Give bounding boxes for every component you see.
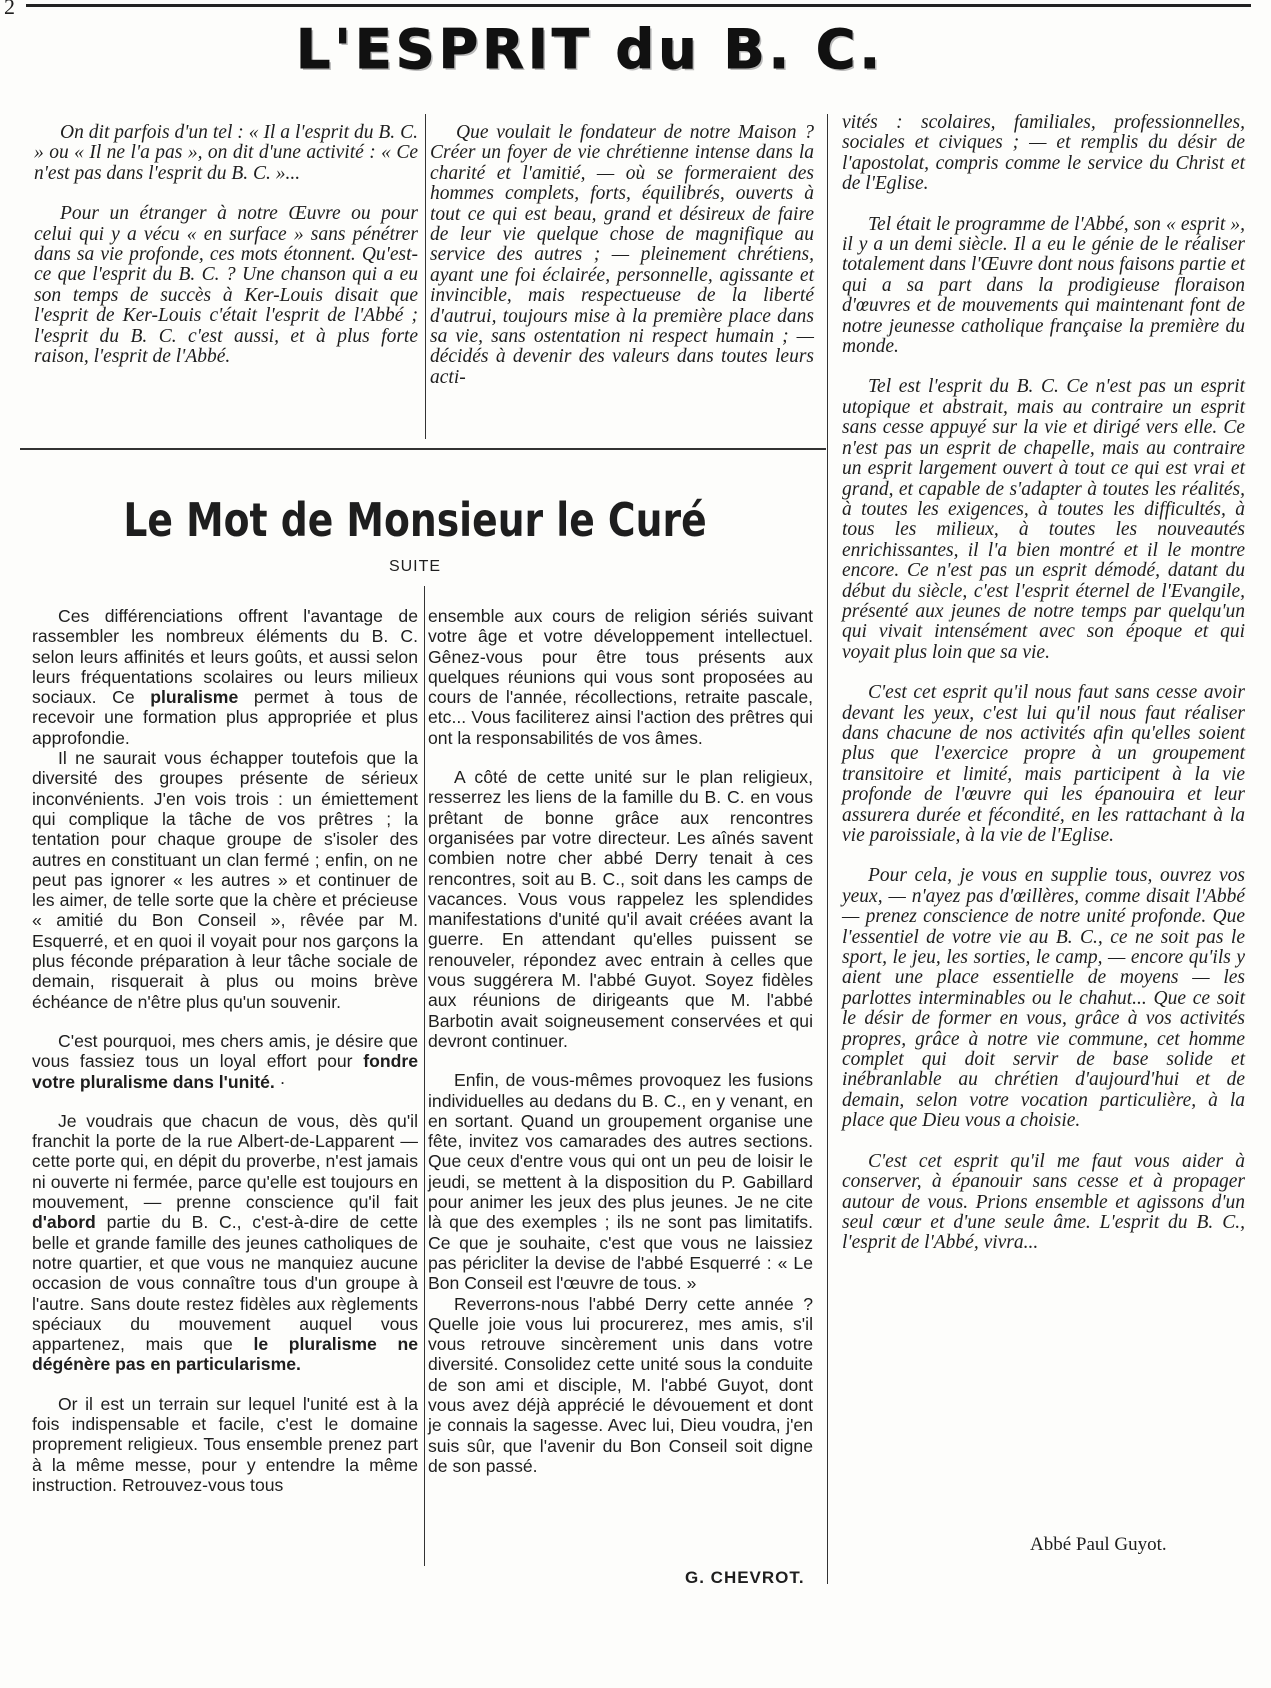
esprit-paragraph: C'est cet esprit qu'il me faut vous aider à conserver, à épanouir sans cesse et à propager autour de vous. Prions ensemble et agissons d'un seul cœur et d'une seule âme. L'esprit du B. C., l'esprit de l'Abbé, vivra... (842, 1150, 1245, 1254)
cure-paragraph: Je voudrais que chacun de vous, dès qu'il franchit la porte de la rue Albert-de-Lapparent — cette porte qui, en dépit du proverbe, n'est jamais ni ouverte ni fermée, parce qu'elle est toujours en mouvement, — prenne conscience qu'il fait d'abord partie du B. C., c'est-à-dire de cette belle et grande famille des jeunes catholiques de notre quartier, et que vous ne manquiez aucune occasion de vous connaître tous d'un groupe à l'autre. Sans doute restez fidèles aux règlements spéciaux du mouvement auquel vous appartenez, mais que le pluralisme ne dégénère pas en particularisme. (32, 1110, 419, 1375)
cure-paragraph: A côté de cette unité sur le plan religieux, resserrez les liens de la famille du B. C. en vous prêtant de bonne grâce aux rencontres organisées par votre directeur. Les aînés savent combien notre cher abbé Derry tenait à ces rencontres, soit au B. C., soit dans les camps de vacances. Vous vous rappelez les splendides manifestations d'unité qu'il avait créées avant la guerre. En attendant qu'elles puissent se renouveler, répondez avec entrain à celles que vous suggérera M. l'abbé Guyot. Soyez fidèles aux réunions de dirigeants que M. l'abbé Barbotin avait soigneusement conservées et qui devront continuer. (428, 767, 813, 1051)
cure-paragraph: Reverrons-nous l'abbé Derry cette année ? Quelle joie vous lui procurerez, mes amis, s'il vous retrouve sincèrement unis dans votre diversité. Consolidez cette unité sous la conduite de son ami et disciple, M. l'abbé Guyot, dont vous avez déjà apprécié le dévouement et dont je connais la sagesse. Avec lui, Dieu voudra, j'en suis sûr, que l'avenir du Bon Conseil soit digne de son passé. (428, 1293, 813, 1476)
esprit-paragraph: vités : scolaires, familiales, professionnelles, sociales et civiques ; — et remplis du désir de l'apostolat, compris comme le service du Christ et de l'Eglise. (842, 112, 1245, 195)
masthead-title: L'ESPRIT du B. C. (295, 18, 885, 81)
cure-paragraph: Enfin, de vous-mêmes provoquez les fusions individuelles au dedans du B. C., en y venant, en en sortant. Quand un groupement organise une fête, invitez vos camarades des autres sections. Que ceux d'entre vous qui ont un peu de loisir le jeudi, se mettent à la disposition du P. Gabillard pour animer les jeux des plus jeunes. Je ne cite là que des exemples ; ils ne sont pas limitatifs. Ce que je souhaite, c'est que vous ne laissiez pas péricliter la devise de l'abbé Esquerré : « Le Bon Conseil est l'œuvre de tous. » (428, 1070, 813, 1294)
esprit-column-2 (430, 123, 814, 388)
top-rule (26, 4, 1251, 7)
cure-paragraph: Or il est un terrain sur lequel l'unité est à la fois indispensable et facile, c'est le domaine proprement religieux. Tous ensemble prenez part à la même messe, pour y entendre la même instruction. Retrouvez-vous tous (32, 1393, 418, 1495)
cure-column-2 (428, 606, 813, 1476)
cure-paragraph: Il ne saurait vous échapper toutefois que la diversité des groupes présente de sérieux inconvénients. J'en vois trois : un émiettement qui complique la tâche de vos prêtres ; la tentation pour chaque groupe de s'isoler des autres en constituant un clan fermé ; enfin, on ne peut pas ignorer « les autres » et continuer de les aimer, de telle sorte que la chère et précieuse « amitié du Bon Conseil », rêvée par M. Esquerré, et en quoi il voyait pour nos garçons la plus féconde préparation à leur tâche sociale de demain, risquerait à plus ou moins brève échéance de n'être plus qu'un souvenir. (32, 748, 418, 1012)
cure-subtitle: SUITE (388, 558, 442, 575)
article-divider (20, 448, 826, 450)
esprit-paragraph: Tel est l'esprit du B. C. Ce n'est pas un esprit utopique et abstrait, mais au contraire un esprit sans cesse appuyé sur la vie et dirigé vers elle. Ce n'est pas un esprit de chapelle, mais au contraire un esprit largement ouvert à tout ce qui est vrai et grand, et capable de s'adapter à toutes les réalités, à toutes les exigences, à toutes les difficultés, à tous les milieux, à toutes les nouveautés enrichissantes, il l'a bien montré et il le montre encore. Ce n'est pas un esprit démodé, datant du début du siècle, c'est l'esprit éternel de l'Evangile, présenté aux jeunes de notre temps par quelqu'un qui vivait intensément avec son époque et qui voyait plus loin que sa vie. (842, 376, 1245, 663)
column-divider (425, 114, 426, 439)
esprit-signature: Abbé Paul Guyot. (1030, 1534, 1167, 1555)
esprit-paragraph: On dit parfois d'un tel : « Il a l'esprit du B. C. » ou « Il ne l'a pas », on dit d'une activité : « Ce n'est pas dans l'esprit du B. C. »... (34, 122, 418, 184)
esprit-paragraph: C'est cet esprit qu'il nous faut sans cesse avoir devant les yeux, c'est lui qu'il nous faut réaliser dans chacune de nos activités afin qu'elles soient plus que l'exercice propre à un groupement transitoire et limité, mais participent à la vie profonde de l'œuvre qui les épanouira et leur assurera durée et fécondité, en les rattachant à la vie paroissiale, à la vie de l'Eglise. (842, 682, 1245, 846)
column-divider (827, 114, 828, 1584)
esprit-paragraph: Pour un étranger à notre Œuvre ou pour celui qui y a vécu « en surface » sans pénétrer dans sa vie profonde, ces mots étonnent. Qu'est-ce que l'esprit du B. C. ? Une chanson qui a eu son temps de succès à Ker-Louis disait que l'esprit de Ker-Louis c'était l'esprit de l'Abbé ; l'esprit du B. C. c'est aussi, et à plus forte raison, l'esprit de l'Abbé. (34, 203, 418, 368)
esprit-column-3 (842, 113, 1245, 1254)
column-divider (424, 586, 425, 1566)
esprit-paragraph: Que voulait le fondateur de notre Maison ? Créer un foyer de vie chrétienne intense dans la charité et l'amitié, — où se formeraient des hommes complets, forts, équilibrés, ouverts à tout ce qui est beau, grand et désireux de faire de leur vie quelque chose de magnifique au service des autres ; — pleinement chrétiens, ayant une foi éclairée, personnelle, agissante et invincible, mais respectueuse de la liberté d'autrui, toujours mise à la première place dans sa vie, sans ostentation ni respect humain ; — décidés à devenir des valeurs dans toutes leurs acti- (430, 122, 814, 388)
esprit-column-1 (34, 123, 418, 367)
cure-column-1 (32, 606, 418, 1495)
cure-paragraph: C'est pourquoi, mes chers amis, je désire que vous fassiez tous un loyal effort pour fondre votre pluralisme dans l'unité. · (32, 1030, 418, 1092)
page-number: 2 (4, 0, 15, 19)
cure-headline: Le Mot de Monsieur le Curé (123, 493, 707, 547)
esprit-paragraph: Tel était le programme de l'Abbé, son « esprit », il y a un demi siècle. Il a eu le génie de le réaliser totalement dans l'Œuvre dont nous faisons partie et qui a sa part dans la prodigieuse floraison d'œuvres et de mouvements qui maintenant font de notre jeunesse catholique française la première du monde. (842, 213, 1245, 358)
cure-signature: G. CHEVROT. (685, 1568, 805, 1587)
cure-paragraph: ensemble aux cours de religion sériés suivant votre âge et votre développement intellectuel. Gênez-vous pour être tous présents aux quelques réunions qui vous sont proposées au cours de l'année, récollections, retraite pascale, etc... Vous faciliterez ainsi l'action des prêtres qui ont la responsabilités de vos âmes. (428, 606, 813, 748)
cure-paragraph: Ces différenciations offrent l'avantage de rassembler les nombreux éléments du B. C. selon leurs affinités et leurs goûts, et aussi selon leurs fréquentations scolaires ou leurs milieux sociaux. Ce pluralisme permet à tous de recevoir une formation plus appropriée et plus approfondie. (32, 606, 419, 748)
esprit-paragraph: Pour cela, je vous en supplie tous, ouvrez vos yeux, — n'ayez pas d'œillères, comme disait l'Abbé — prenez conscience de notre unité profonde. Que l'essentiel de votre vie au B. C., ce ne soit pas le sport, le jeu, les sorties, le camp, — encore qu'ils y aient une place essentielle de moyens — les parlottes interminables ou le chahut... Que ce soit le désir de former en vous, grâce à vos activités propres, grâce à notre vie commune, cet homme complet qui doit servir de base solide et inébranlable au chrétien d'aujourd'hui et de demain, selon votre vocation particulière, à la place que Dieu vous a choisie. (842, 865, 1245, 1132)
